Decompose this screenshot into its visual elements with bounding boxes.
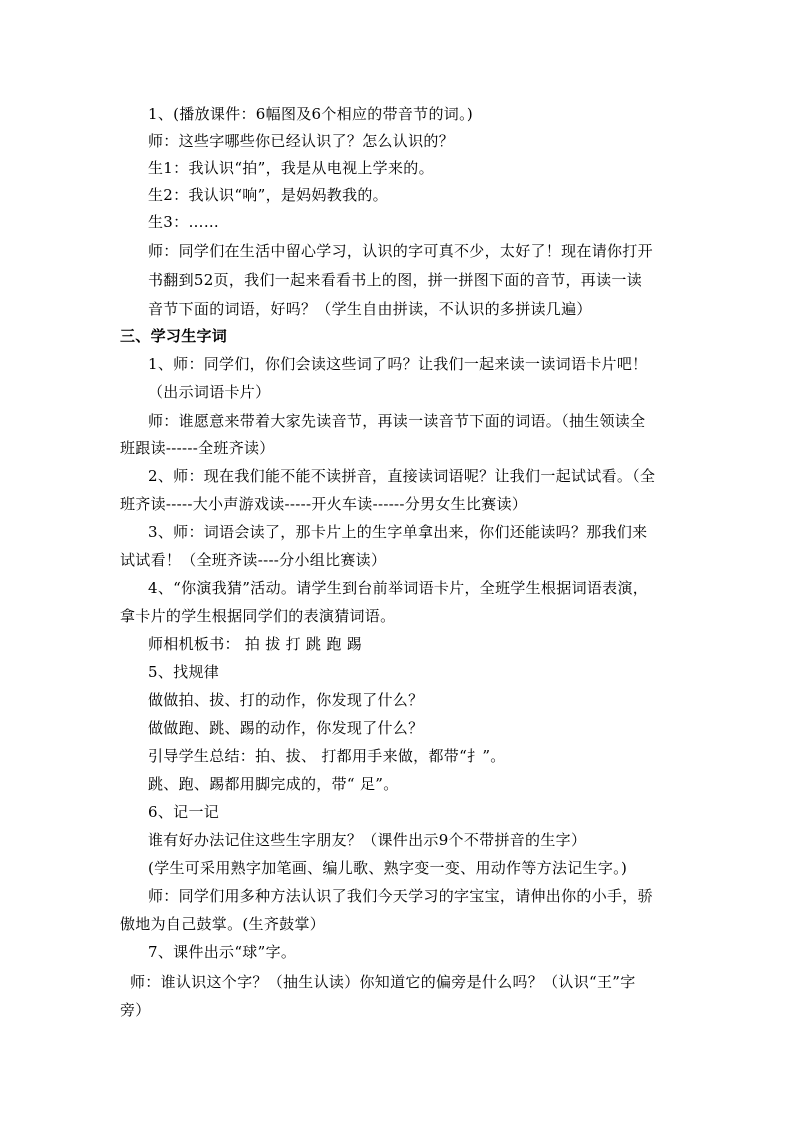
paragraph-line: 6、记一记	[148, 803, 220, 821]
paragraph-line: 拿卡片的学生根据同学们的表演猜词语。	[120, 607, 396, 625]
paragraph-line: 谁有好办法记住这些生字朋友？（课件出示9个不带拼音的生字）	[148, 831, 587, 849]
paragraph-line: 试试看！（全班齐读----分小组比赛读）	[120, 551, 387, 569]
paragraph-line: 师：同学们用多种方法认识了我们今天学习的字宝宝，请伸出你的小手，骄	[148, 887, 653, 905]
paragraph-line: 师：同学们在生活中留心学习，认识的字可真不少，太好了！现在请你打开	[148, 242, 653, 260]
paragraph-line: 旁）	[120, 1001, 151, 1019]
paragraph-line: 师：谁认识这个字？（抽生认读）你知道它的偏旁是什么吗？（认识“王”字	[130, 973, 636, 991]
paragraph-line: 7、课件出示“球”字。	[148, 943, 297, 961]
paragraph-line: 师：谁愿意来带着大家先读音节，再读一读音节下面的词语。（抽生领读全	[148, 412, 646, 430]
paragraph-line: 引导学生总结：拍、拔、 打都用手来做，都带“扌”。	[148, 747, 506, 765]
paragraph-line: 3、师：词语会读了，那卡片上的生字单拿出来，你们还能读吗？那我们来	[148, 523, 648, 541]
paragraph-line: 傲地为自己鼓掌。(生齐鼓掌）	[120, 915, 326, 933]
paragraph-line: (学生可采用熟字加笔画、编儿歌、熟字变一变、用动作等方法记生字。)	[148, 859, 628, 877]
paragraph-line: 4、“你演我猜”活动。请学生到台前举词语卡片，全班学生根据词语表演，	[148, 579, 649, 597]
paragraph-line: 5、找规律	[148, 663, 220, 681]
paragraph-line: 生2：我认识“响”，是妈妈教我的。	[148, 186, 388, 204]
paragraph-line: 班跟读------全班齐读）	[120, 439, 275, 457]
paragraph-line: （出示词语卡片）	[148, 383, 271, 401]
paragraph-line: 班齐读-----大小声游戏读-----开火车读------分男女生比赛读）	[120, 495, 528, 513]
section-heading: 三、学习生字词	[120, 327, 228, 345]
paragraph-line: 做做跑、跳、踢的动作，你发现了什么？	[148, 719, 424, 737]
paragraph-line: 生1：我认识“拍”，我是从电视上学来的。	[148, 159, 434, 177]
paragraph-line: 音节下面的词语，好吗？（学生自由拼读，不认识的多拼读几遍）	[148, 300, 592, 318]
paragraph-line: 生3：……	[148, 213, 220, 231]
paragraph-line: 2、师：现在我们能不能不读拼音，直接读词语呢？让我们一起试试看。（全	[148, 467, 656, 485]
paragraph-line: 做做拍、拔、打的动作，你发现了什么？	[148, 691, 424, 709]
paragraph-line: 师相机板书： 拍 拔 打 跳 跑 踢	[148, 635, 363, 653]
paragraph-line: 书翻到52页，我们一起来看看书上的图，拼一拼图下面的音节，再读一读	[148, 271, 642, 289]
paragraph-line: 师：这些字哪些你已经认识了？怎么认识的？	[148, 132, 455, 150]
paragraph-line: 1、(播放课件：6幅图及6个相应的带音节的词。)	[148, 105, 474, 123]
paragraph-line: 跳、跑、踢都用脚完成的，带“ 足”。	[148, 775, 399, 793]
paragraph-line: 1、师：同学们，你们会读这些词了吗？让我们一起来读一读词语卡片吧！	[148, 355, 648, 373]
